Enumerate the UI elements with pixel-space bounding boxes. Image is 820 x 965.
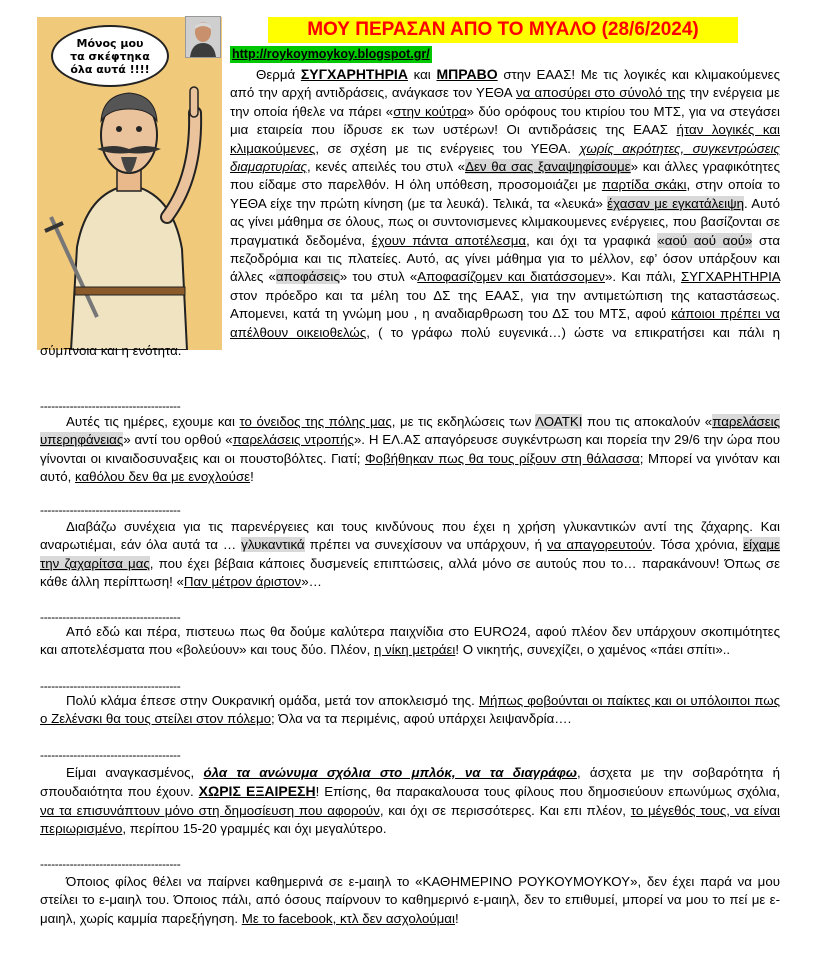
paragraph-5: Πολύ κλάμα έπεσε στην Ουκρανική ομάδα, μετά τον αποκλεισμό της. Μήπως φοβούνται οι παίκτες και οι υπόλοιποι πως ο Ζελένσκι θα τους στείλει στον πόλεμο; Όλα να τα περιμένις, αφού υπάρχει λειψανδρία…. [40,693,781,727]
separator: -------------------------------------- [40,610,181,624]
page-title: ΜΟΥ ΠΕΡΑΣΑΝ ΑΠΟ ΤΟ ΜΥΑΛΟ (28/6/2024) [268,17,738,43]
separator: -------------------------------------- [40,857,181,871]
paragraph-1: Θερμά ΣΥΓΧΑΡΗΤΗΡΙΑ και ΜΠΡΑΒΟ στην ΕΑΑΣ! Με τις λογικές και κλιμακούμενες από την αρχή αντιδράσεις, ανάγκασε τον ΥΕΘΑ να αποσύρει στο σύνολό της την ενέργεια με την οποία ήθελε να πάρει «στην κούτρα» δύο ορόφους του κτιρίου του ΜΤΣ, για να στεγάσει μια εταιρεία που ίδρυσε εκ των υστέρων! Οι αντιδράσεις της ΕΑΑΣ ήταν λογικές και κλιμακούμενες, σε σχέση με τις ενέργειες του ΥΕΘΑ. χωρίς ακρότητες, συγκεντρώσεις διαμαρτυρίας, κενές απειλές του στυλ «Δεν θα σας ξαναψηφίσουμε» και άλλες γραφικότητες που είδαμε στο παρελθόν. Η όλη υπόθεση, προσομοιάζει με παρτίδα σκάκι, στην οποία το ΥΕΘΑ είχε την πρώτη κίνηση (με τα λευκά). Τελικά, τα «λευκά» έχασαν με εγκατάλειψη. Αυτό ας γίνει μάθημα σε όλους, πως οι συντονισμενες κλιμακουμενες ενέργειες, που βασίζονται σε πραγματικά δεδομένα, έχουν πάντα αποτέλεσμα, και όχι τα γραφικά «αού αού αού» στα πεζοδρόμια και τις πλατείες. Αυτό, ας γίνει μάθημα για το μέλλον, εφ’ όσον υπάρξουν και άλλες «αποφάσεις» του στυλ «Αποφασίζομεν και διατάσσομεν». Και πάλι, ΣΥΓΧΑΡΗΤΗΡΙΑ στον πρόεδρο και τα μέλη του ΔΣ της ΕΑΑΣ, για την αντιμετώπιση της καταστάσεως. Απομενει, κατά τη γνώμη μου , η αναδιαρθρωση του ΔΣ του ΜΤΣ, αφού κάποιοι πρέπει να απέλθουν οικειοθελώς, ( το γράφω πολύ ευγενικά…) ώστε να επικρατήσει και πάλι η σύμπνοια και η ενότητα. [40,66,781,359]
author-portrait-icon [186,17,220,57]
paragraph-3: Διαβάζω συνέχεια για τις παρενέργειες και τους κινδύνους που έχει η χρήση γλυκαντικών αντί της ζάχαρης. Και αναρωτιέμαι, εάν όλα αυτά τα … γλυκαντικά πρέπει να συνεχίσουν να υπάρχουν, ή να απαγορευτούν. Τόσα χρόνια, είχαμε την ζαχαρίτσα μας, που έχει βέβαια κάποιες δυσμενείς επιπτώσεις, αλλά μόνο σε αυτούς που το… παρακάνουν! Όπως σε κάθε άλλη περίπτωση! «Παν μέτρον άριστον»… [40,519,780,590]
author-photo [185,16,221,58]
speech-bubble: Μόνος μου τα σκέφτηκα όλα αυτά !!!! [51,25,169,87]
paragraph-2: Αυτές τις ημέρες, εχουμε και το όνειδος της πόλης μας, με τις εκδηλώσεις των ΛΟΑΤΚΙ που τις αποκαλούν «παρελάσεις υπερηφάνειας» αντί του ορθού «παρελάσεις ντροπής». Η ΕΛ.ΑΣ απαγόρευσε συγκέντρωση και πορεία την 29/6 την ώρα που γίνονται οι κιναιδοσυναξεις και οι πουστοβόλτες. Γιατί; Φοβήθηκαν πως θα τους ρίξουν στη θάλασσα; Μπορεί να γινόταν και αυτό, καθόλου δεν θα με ενοχλούσε! [40,414,780,485]
paragraph-7: Όποιος φίλος θέλει να παίρνει καθημερινά σε ε-μαιηλ το «ΚΑΘΗΜΕΡΙΝΟ ΡΟΥΚΟΥΜΟΥΚΟΥ», δεν έχει παρά να μου στείλει το ε-μαιηλ του. Όποιος πάλι, από όσους παίρνουν το καθημερινό ε-μαιηλ, δεν το επιθυμεί, μπορεί να μου το πεί με ε-μαιηλ, χωρίς καμμία παρεξήγηση. Με το facebook, κτλ δεν ασχολούμαι! [40,874,780,926]
paragraph-4: Από εδώ και πέρα, πιστευω πως θα δούμε καλύτερα παιχνίδια στο EURO24, αφού πλέον δεν υπάρχουν σκοπιμότητες και αποτελέσματα που «βολεύουν» και τους δύο. Πλέον, η νίκη μετράει! Ο νικητής, συνεχίζει, ο χαμένος «πάει σπίτι».. [40,624,780,658]
image-wrap-spacer [40,65,230,327]
separator: -------------------------------------- [40,503,181,517]
blog-url-link[interactable]: http://roykoymoykoy.blogspot.gr/ [232,47,430,61]
paragraph-6: Είμαι αναγκασμένος, όλα τα ανώνυμα σχόλια στο μπλόκ, να τα διαγράφω, άσχετα με την σοβαρότητα ή σπουδαιότητα που έχουν. ΧΩΡΙΣ ΕΞΑΙΡΕΣΗ! Επίσης, θα παρακαλουσα τους φίλους που δημοσιεύουν επωνύμως σχόλια, να τα επισυνάπτουν μόνο στη δημοσίευση που αφορούν, και όχι σε περισσότερες. Και επι πλέον, το μέγεθός τους, να είναι περιωρισμένο, περίπου 15-20 γραμμές και όχι μεγαλύτερο. [40,765,780,837]
separator: -------------------------------------- [40,748,181,762]
separator: -------------------------------------- [40,679,181,693]
separator: -------------------------------------- [40,399,181,413]
